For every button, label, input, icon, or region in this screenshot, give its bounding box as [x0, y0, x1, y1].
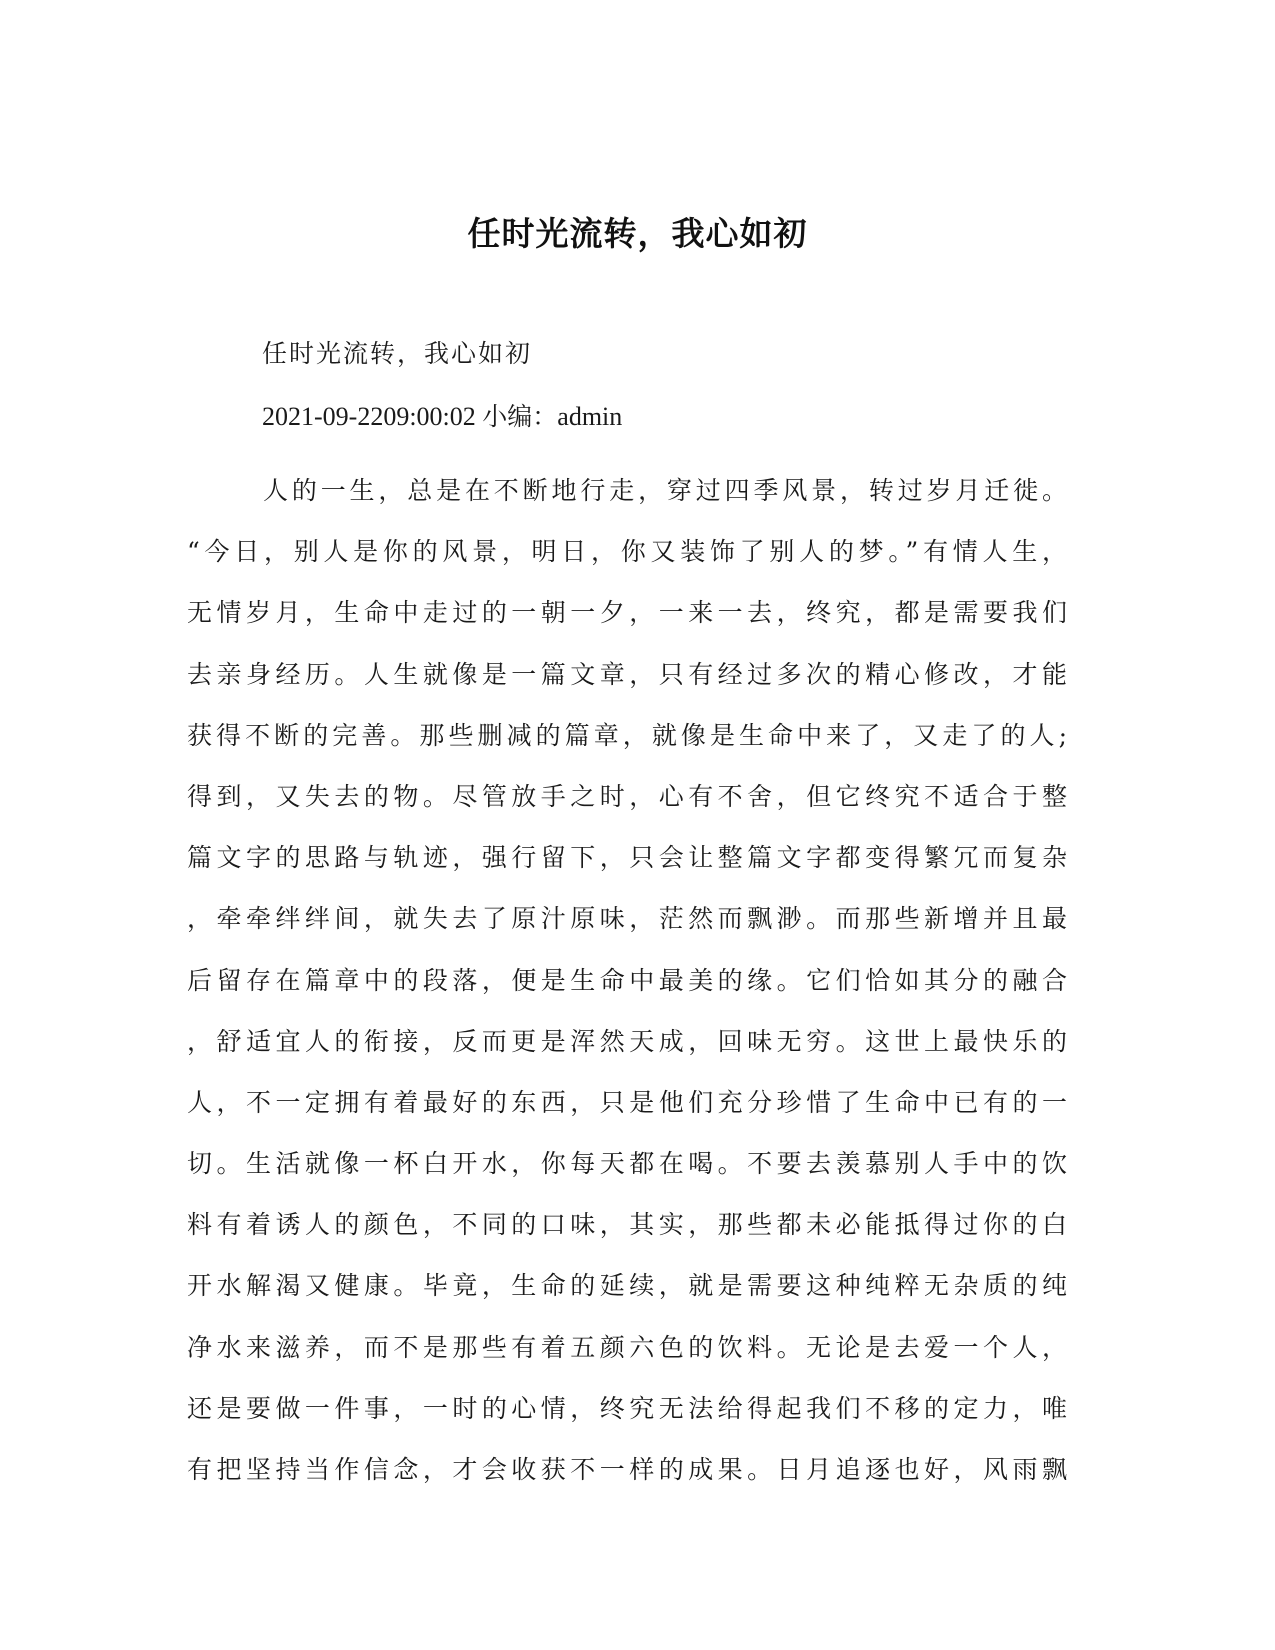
body-line: 得到，又失去的物。尽管放手之时，心有不舍，但它终究不适合于整 [187, 781, 1067, 811]
body-line: 有把坚持当作信念，才会收获不一样的成果。日月追逐也好，风雨飘 [187, 1455, 1067, 1484]
article-body [187, 460, 1067, 1500]
body-line: 篇文字的思路与轨迹，强行留下，只会让整篇文字都变得繁冗而复杂 [187, 843, 1067, 873]
body-line: 人，不一定拥有着最好的东西，只是他们充分珍惜了生命中已有的一 [187, 1087, 1067, 1117]
body-line: 无情岁月，生命中走过的一朝一夕，一来一去，终究，都是需要我们 [187, 598, 1067, 628]
body-line: 料有着诱人的颜色，不同的口味，其实，那些都未必能抵得过你的白 [187, 1210, 1067, 1240]
body-line: 切。生活就像一杯白开水，你每天都在喝。不要去羡慕别人手中的饮 [187, 1149, 1067, 1179]
body-line: ，舒适宜人的衔接，反而更是浑然天成，回味无穷。这世上最快乐的 [187, 1026, 1067, 1056]
body-line: 去亲身经历。人生就像是一篇文章，只有经过多次的精心修改，才能 [187, 659, 1067, 689]
article-subtitle: 任时光流转，我心如初 [262, 339, 533, 368]
editor-name: admin [557, 402, 623, 431]
body-line: 净水来滋养，而不是那些有着五颜六色的饮料。无论是去爱一个人， [187, 1332, 1067, 1362]
body-line: 开水解渴又健康。毕竟，生命的延续，就是需要这种纯粹无杂质的纯 [187, 1271, 1067, 1301]
body-line: ，牵牵绊绊间，就失去了原汁原味，茫然而飘渺。而那些新增并且最 [187, 904, 1067, 934]
body-line: 还是要做一件事，一时的心情，终究无法给得起我们不移的定力，唯 [187, 1393, 1067, 1423]
article-meta [262, 397, 622, 433]
publish-timestamp: 2021-09-2209:00:02 [262, 402, 476, 431]
body-line: 人的一生，总是在不断地行走，穿过四季风景，转过岁月迁徙。 [263, 476, 1067, 505]
page-title: 任时光流转，我心如初 [467, 214, 808, 253]
body-line: 获得不断的完善。那些删减的篇章，就像是生命中来了，又走了的人; [187, 720, 1067, 750]
body-line: 后留存在篇章中的段落，便是生命中最美的缘。它们恰如其分的融合 [187, 965, 1067, 995]
editor-label: 小编： [482, 402, 558, 431]
body-line: “今日，别人是你的风景，明日，你又装饰了别人的梦。”有情人生， [187, 537, 1067, 567]
